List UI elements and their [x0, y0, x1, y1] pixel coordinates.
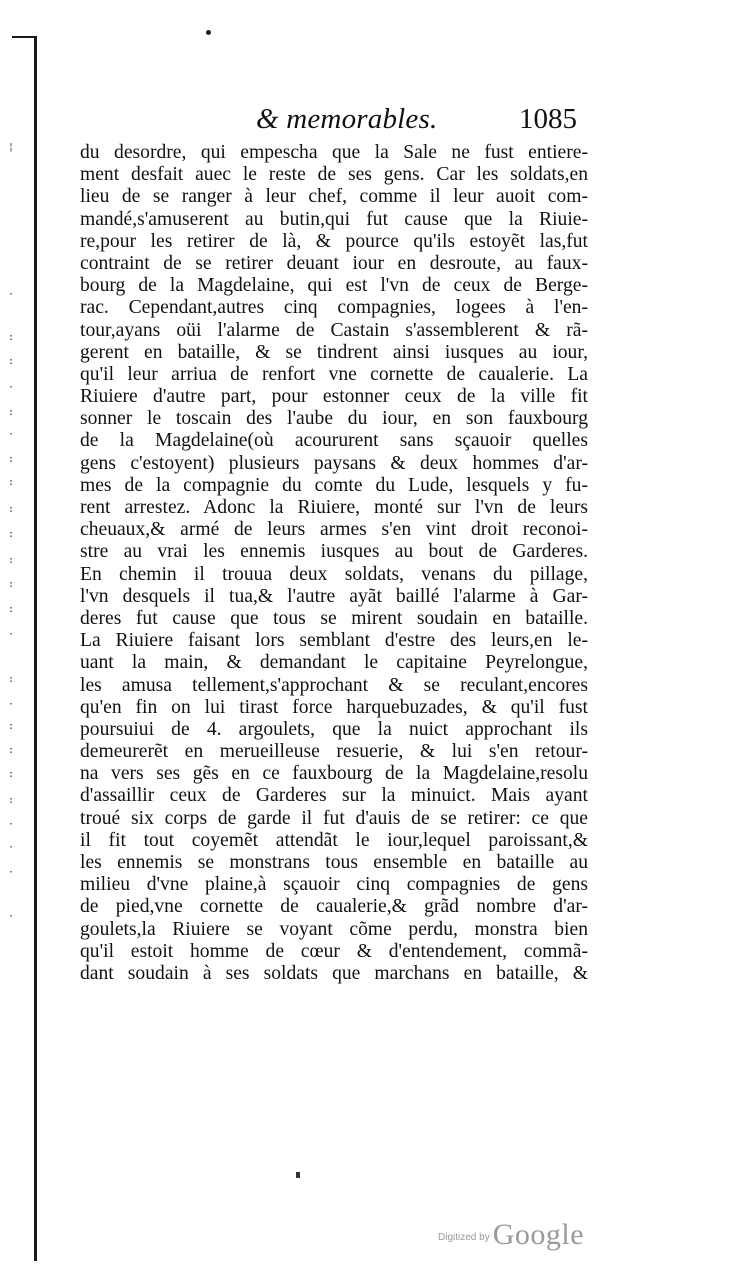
text-line: rac. Cependant,autres cinq compagnies, logees à l'en-	[80, 297, 588, 319]
text-line: rent arrestez. Adonc la Riuiere, monté sur l'vn de leurs	[80, 497, 588, 518]
text-line: mandé,s'amuserent au butin,qui fut cause que la Riuie-	[80, 208, 588, 230]
text-line: de pied,vne cornette de caualerie,& grãd nombre d'ar-	[80, 896, 588, 918]
text-line: les amusa tellement,s'approchant & se reculant,encores	[80, 674, 588, 696]
text-line: gens c'estoyent) plusieurs paysans & deux hommes d'ar-	[80, 452, 588, 474]
text-line: bourg de la Magdelaine, qui est l'vn de ceux de Berge-	[80, 275, 588, 297]
watermark-brand: Google	[492, 1218, 585, 1251]
text-line: il fit tout coyemẽt attendãt le iour,lequel paroissant,&	[80, 829, 588, 851]
text-line: lieu de se ranger à leur chef, comme il leur auoit com-	[80, 186, 588, 208]
text-line: les ennemis se monstrans tous ensemble en bataille au	[80, 852, 588, 873]
text-line: demeurerẽt en merueilleuse resuerie, & lui s'en retour-	[80, 741, 588, 763]
text-line: contraint de se retirer deuant iour en desroute, au faux-	[80, 252, 588, 274]
gutter-bleed-marks: ¦ · : : · : · : : : : : : : · : · : : : : · · · ·	[8, 142, 15, 922]
page-number: 1085	[519, 103, 577, 135]
text-line: Riuiere d'autre part, pour estonner ceux de la ville fit	[80, 386, 588, 408]
text-line: sonner le toscain des l'aube du iour, en son fauxbourg	[80, 408, 588, 430]
watermark-small-text: Digitized by	[438, 1232, 490, 1243]
text-line: milieu d'vne plaine,à sçauoir cinq compagnies de gens	[80, 874, 588, 896]
text-line: stre au vrai les ennemis iusques au bout de Garderes.	[80, 541, 588, 563]
running-head: & memorables.	[256, 103, 438, 135]
text-line: goulets,la Riuiere se voyant cõme perdu, monstra bien	[80, 918, 588, 940]
text-line: deres fut cause que tous se mirent soudain en bataille.	[80, 607, 588, 629]
ink-speck	[206, 30, 211, 35]
text-line: d'assaillir ceux de Garderes sur la minuict. Mais ayant	[80, 785, 588, 807]
text-line: troué six corps de garde il fut d'auis de se retirer: ce que	[80, 807, 588, 829]
digitization-watermark	[438, 1218, 584, 1252]
text-line: La Riuiere faisant lors semblant d'estre des leurs,en le-	[80, 630, 588, 652]
text-line: qu'il estoit homme de cœur & d'entendement, commã-	[80, 940, 588, 962]
text-line: de la Magdelaine(où acoururent sans sçauoir quelles	[80, 430, 588, 452]
text-line: dant soudain à ses soldats que marchans en bataille, &	[80, 962, 588, 984]
body-text-block	[80, 142, 588, 985]
text-line: uant la main, & demandant le capitaine Peyrelongue,	[80, 652, 588, 674]
text-line: du desordre, qui empescha que la Sale ne fust entiere-	[80, 142, 588, 163]
text-line: na vers ses gẽs en ce fauxbourg de la Magdelaine,resolu	[80, 763, 588, 785]
ink-speck	[296, 1172, 300, 1178]
text-line: gerent en bataille, & se tindrent ainsi iusques au iour,	[80, 341, 588, 363]
text-line: mes de la compagnie du comte du Lude, lesquels y fu-	[80, 474, 588, 496]
text-line: qu'il leur arriua de renfort vne cornette de caualerie. La	[80, 363, 588, 385]
text-line: poursuiui de 4. argoulets, que la nuict approchant ils	[80, 718, 588, 740]
text-line: En chemin il trouua deux soldats, venans du pillage,	[80, 563, 588, 585]
text-line: cheuaux,& armé de leurs armes s'en vint droit reconoi-	[80, 519, 588, 541]
text-line: tour,ayans oüi l'alarme de Castain s'assemblerent & rã-	[80, 319, 588, 341]
text-line: l'vn desquels il tua,& l'autre ayãt baillé l'alarme à Gar-	[80, 585, 588, 607]
text-line: re,pour les retirer de là, & pource qu'ils estoyẽt las,fut	[80, 230, 588, 252]
binding-edge-line	[34, 36, 37, 1261]
text-line: ment desfait auec le reste de ses gens. Car les soldats,en	[80, 164, 588, 186]
text-line: qu'en fin on lui tirast force harquebuzades, & qu'il fust	[80, 696, 588, 718]
